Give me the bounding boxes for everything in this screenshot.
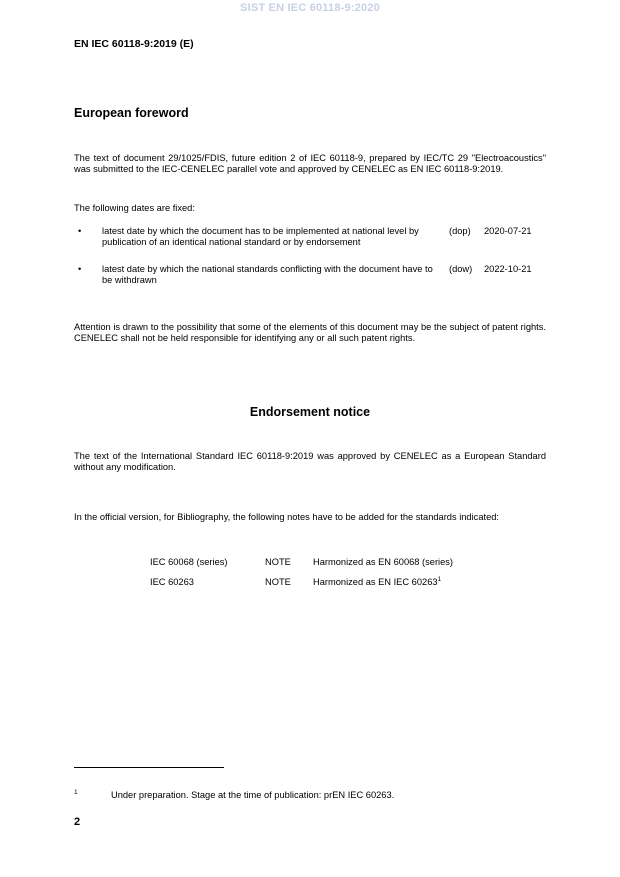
page-number: 2 [74,816,81,828]
note-text: Harmonized as EN 60068 (series) [313,557,454,567]
date-item-code: (dow) [449,264,473,274]
date-item-text: latest date by which the document has to be implemented at national level by publication of an identical national standard or by endorsement [102,226,419,248]
foreword-paragraph-1: The text of document 29/1025/FDIS, future edition 2 of IEC 60118-9, prepared by IEC/TC 29 "Electroacoustics" was submitted to the IEC-CENELEC parallel vote and approved by CENELEC as EN IEC 60118-9:2019. [74,153,546,175]
bullet-icon: • [78,226,82,236]
note-standard: IEC 60068 (series) [150,557,228,567]
date-item-code: (dop) [449,226,471,236]
date-item-date: 2020-07-21 [484,226,532,236]
bullet-icon: • [78,264,82,274]
date-item-date: 2022-10-21 [484,264,532,274]
document-id: EN IEC 60118-9:2019 (E) [74,38,194,50]
footnote-reference[interactable]: 1 [437,576,442,583]
note-text: Harmonized as EN IEC 60263$^1$ [313,576,442,587]
note-standard: IEC 60263 [150,577,194,587]
foreword-paragraph-2: The following dates are fixed: [74,203,195,213]
footnote-separator [74,767,224,768]
note-label: NOTE [265,577,291,587]
endorsement-paragraph-2: In the official version, for Bibliography, the following notes have to be added for the standards indicated: [74,512,499,522]
foreword-paragraph-3: Attention is drawn to the possibility that some of the elements of this document may be the subject of patent rights. CENELEC shall not be held responsible for identifying any or all such patent rights. [74,322,546,344]
note-label: NOTE [265,557,291,567]
endorsement-heading: Endorsement notice [249,405,371,419]
footnote-mark: 1 [74,789,78,796]
endorsement-paragraph-1: The text of the International Standard IEC 60118-9:2019 was approved by CENELEC as a European Standard without any modification. [74,451,546,473]
footnote-text: Under preparation. Stage at the time of publication: prEN IEC 60263. [111,790,395,800]
date-item-text: latest date by which the national standards conflicting with the document have to be withdrawn [102,264,433,286]
foreword-heading: European foreword [74,106,189,120]
watermark: SIST EN IEC 60118-9:2020 [240,2,380,14]
